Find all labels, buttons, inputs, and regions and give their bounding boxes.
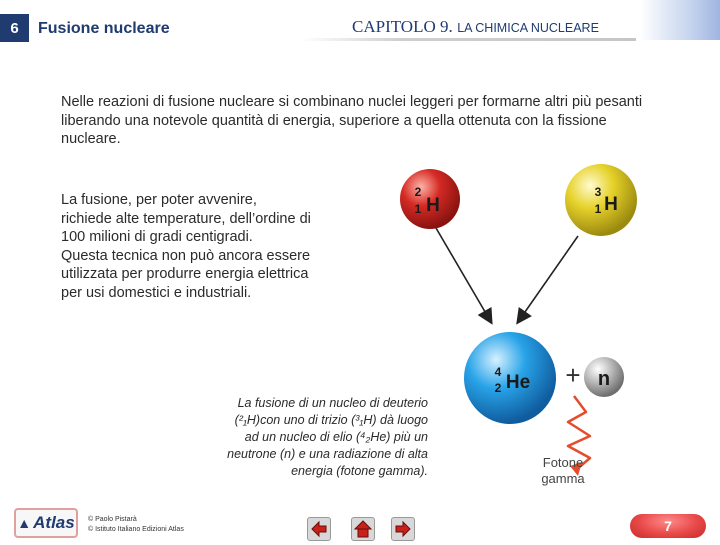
helium-atomic: 2 xyxy=(494,381,502,395)
atlas-symbol-icon: ▲ xyxy=(17,515,32,531)
caption-line: (²₁H)con uno di trizio (³₁H) dà luogo xyxy=(234,413,428,427)
deuterium-atomic: 1 xyxy=(414,202,422,216)
credit-publisher: © Istituto Italiano Edizioni Atlas xyxy=(88,526,184,533)
intro-paragraph: Nelle reazioni di fusione nucleare si combinano nuclei leggeri per formarne altri più pesanti liberando una notevole quantità di energia, superiore a quella ottenuta con la fissione nucleare. xyxy=(61,94,643,147)
arrow-deuterium-to-helium xyxy=(436,228,491,322)
caption-line: ad un nucleo di elio (⁴₂He) più un xyxy=(244,430,428,444)
tritium-nucleus xyxy=(565,164,637,236)
caption-line: energia (fotone gamma). xyxy=(291,464,428,478)
page-number: 7 xyxy=(630,514,706,538)
home-button[interactable] xyxy=(351,517,375,541)
caption-line: La fusione di un nucleo di deuterio xyxy=(237,396,428,410)
credits xyxy=(88,515,184,535)
caption-line: neutrone (n) e una radiazione di alta xyxy=(227,447,428,461)
body-line: Questa tecnica non può ancora essere xyxy=(61,247,311,264)
body-line: 100 milioni di gradi centigradi. xyxy=(61,229,253,245)
slide-title: Fusione nucleare xyxy=(38,20,170,37)
next-slide-button[interactable] xyxy=(391,517,415,541)
tritium-atomic: 1 xyxy=(594,202,602,216)
body-line: utilizzata per produrre energia elettrica xyxy=(61,266,309,282)
prev-slide-button[interactable] xyxy=(307,517,331,541)
deuterium-mass: 2 xyxy=(414,185,422,199)
arrow-right-icon xyxy=(392,518,414,540)
helium-symbol: He xyxy=(505,372,531,393)
chapter-subtitle: LA CHIMICA NUCLEARE xyxy=(457,21,599,35)
deuterium-symbol: H xyxy=(426,195,440,216)
credit-author: © Paolo Pistarà xyxy=(88,516,137,523)
plus-sign: + xyxy=(565,360,581,390)
body-line: richiede alte temperature, dell’ordine di xyxy=(61,210,311,227)
body-line: La fusione, per poter avvenire, xyxy=(61,192,257,208)
neutron-symbol: n xyxy=(597,368,611,390)
arrow-left-icon xyxy=(308,518,330,540)
chapter-label: CAPITOLO 9. xyxy=(352,17,453,36)
logo-text: Atlas xyxy=(33,513,75,532)
tritium-mass: 3 xyxy=(594,185,602,199)
arrow-tritium-to-helium xyxy=(518,236,578,322)
atlas-logo xyxy=(14,508,78,538)
body-line: per usi domestici e industriali. xyxy=(61,284,252,301)
photon-label-line1: Fotone xyxy=(542,455,584,470)
tritium-symbol: H xyxy=(604,194,618,215)
helium-mass: 4 xyxy=(494,365,502,379)
slide-number-badge: 6 xyxy=(0,14,29,42)
home-icon xyxy=(352,518,374,540)
photon-label-line2: gamma xyxy=(541,471,585,486)
